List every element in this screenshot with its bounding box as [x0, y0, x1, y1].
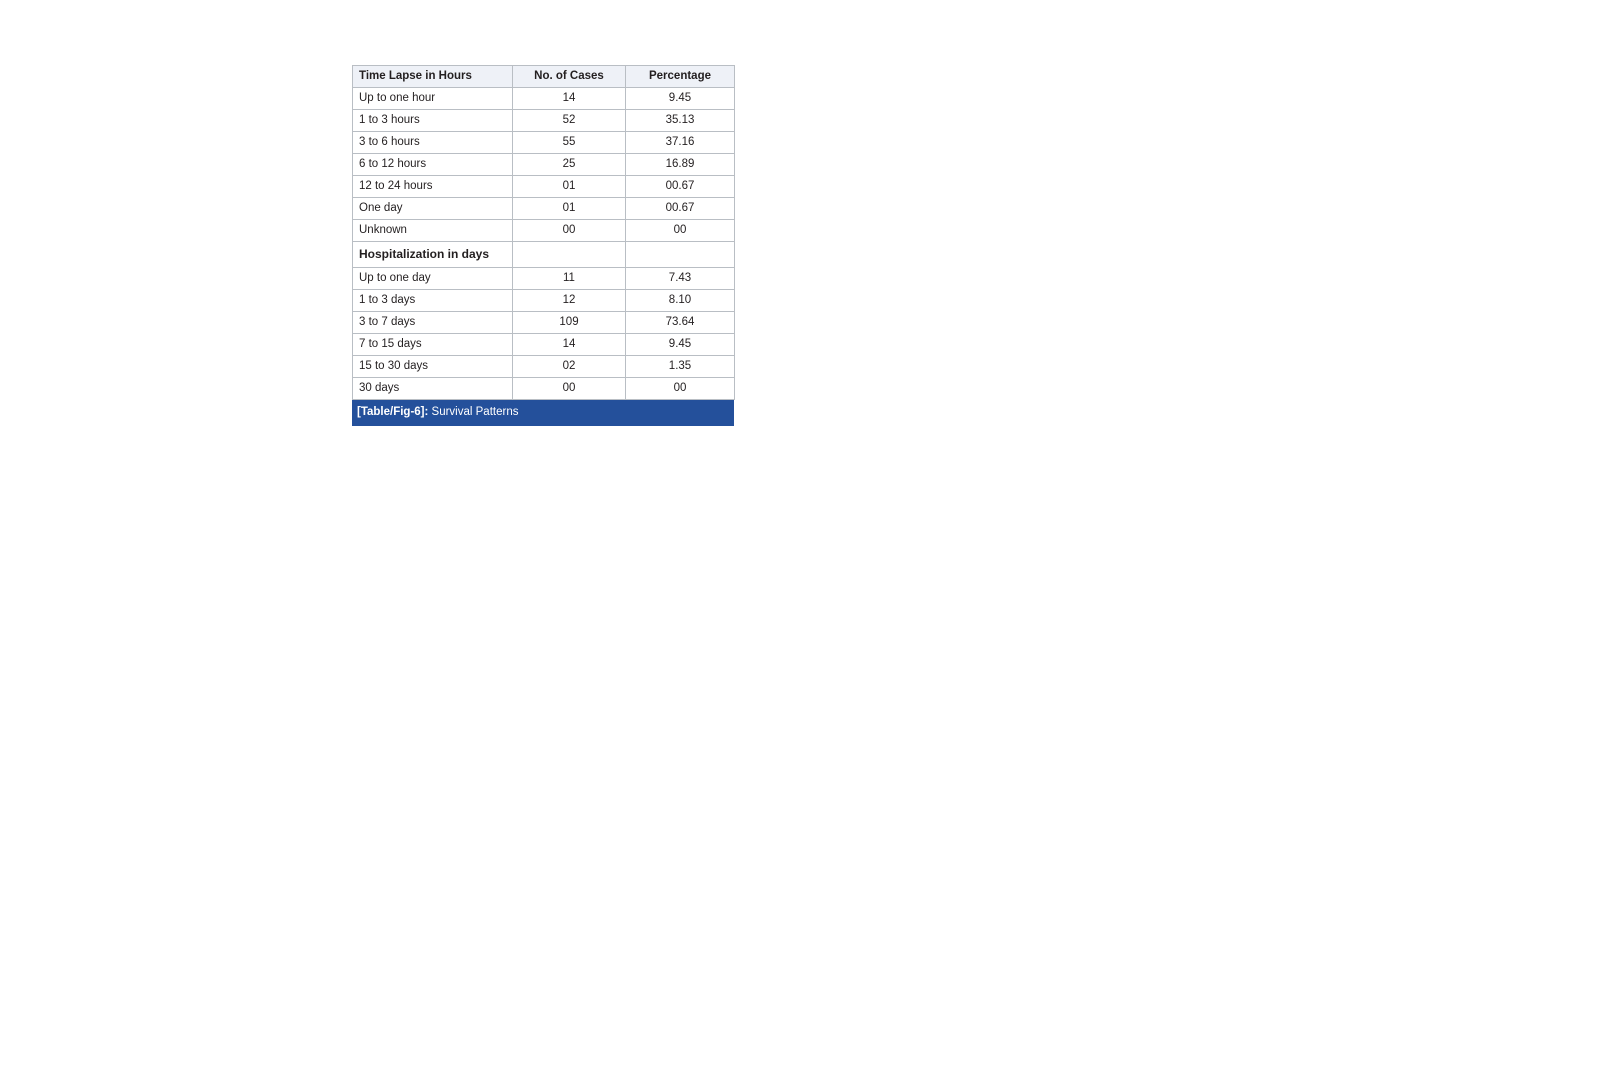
table-row	[353, 220, 735, 242]
table-row	[353, 154, 735, 176]
table-row	[353, 334, 735, 356]
row-cases: 11	[513, 268, 626, 290]
row-percentage: 8.10	[626, 290, 735, 312]
row-cases: 02	[513, 356, 626, 378]
row-percentage: 7.43	[626, 268, 735, 290]
row-cases: 12	[513, 290, 626, 312]
survival-patterns-table-block	[352, 65, 734, 426]
row-percentage: 35.13	[626, 110, 735, 132]
table-row	[353, 356, 735, 378]
row-cases: 55	[513, 132, 626, 154]
row-cases: 25	[513, 154, 626, 176]
column-header-time-lapse: Time Lapse in Hours	[353, 66, 513, 88]
row-percentage: 00.67	[626, 176, 735, 198]
row-label: 15 to 30 days	[353, 356, 513, 378]
row-cases: 52	[513, 110, 626, 132]
table-row	[353, 378, 735, 400]
table-row	[353, 110, 735, 132]
row-label: 12 to 24 hours	[353, 176, 513, 198]
row-percentage: 37.16	[626, 132, 735, 154]
row-percentage: 00.67	[626, 198, 735, 220]
row-percentage: 9.45	[626, 88, 735, 110]
row-percentage: 16.89	[626, 154, 735, 176]
section-label: Hospitalization in days	[353, 242, 513, 268]
row-cases: 109	[513, 312, 626, 334]
row-percentage: 00	[626, 220, 735, 242]
row-cases: 00	[513, 378, 626, 400]
row-cases: 01	[513, 176, 626, 198]
survival-patterns-table	[352, 65, 735, 400]
row-cases: 14	[513, 88, 626, 110]
table-header-row	[353, 66, 735, 88]
table-row	[353, 290, 735, 312]
row-label: 6 to 12 hours	[353, 154, 513, 176]
row-label: 1 to 3 hours	[353, 110, 513, 132]
row-label: 30 days	[353, 378, 513, 400]
row-label: 7 to 15 days	[353, 334, 513, 356]
table-row	[353, 198, 735, 220]
row-cases: 00	[513, 220, 626, 242]
row-percentage: 1.35	[626, 356, 735, 378]
column-header-percentage: Percentage	[626, 66, 735, 88]
table-row	[353, 88, 735, 110]
table-row	[353, 312, 735, 334]
section-percentage	[626, 242, 735, 268]
table-row	[353, 268, 735, 290]
row-percentage: 73.64	[626, 312, 735, 334]
column-header-cases: No. of Cases	[513, 66, 626, 88]
table-section-row	[353, 242, 735, 268]
row-cases: 01	[513, 198, 626, 220]
section-cases	[513, 242, 626, 268]
row-label: Up to one hour	[353, 88, 513, 110]
table-caption-label: [Table/Fig-6]:	[357, 406, 429, 418]
row-percentage: 9.45	[626, 334, 735, 356]
row-label: 1 to 3 days	[353, 290, 513, 312]
table-row	[353, 176, 735, 198]
row-label: Up to one day	[353, 268, 513, 290]
row-label: Unknown	[353, 220, 513, 242]
table-caption-text: Survival Patterns	[428, 406, 519, 418]
row-percentage: 00	[626, 378, 735, 400]
table-header	[353, 66, 735, 88]
row-cases: 14	[513, 334, 626, 356]
table-body	[353, 88, 735, 400]
table-caption	[352, 400, 734, 426]
row-label: 3 to 6 hours	[353, 132, 513, 154]
table-row	[353, 132, 735, 154]
row-label: One day	[353, 198, 513, 220]
row-label: 3 to 7 days	[353, 312, 513, 334]
